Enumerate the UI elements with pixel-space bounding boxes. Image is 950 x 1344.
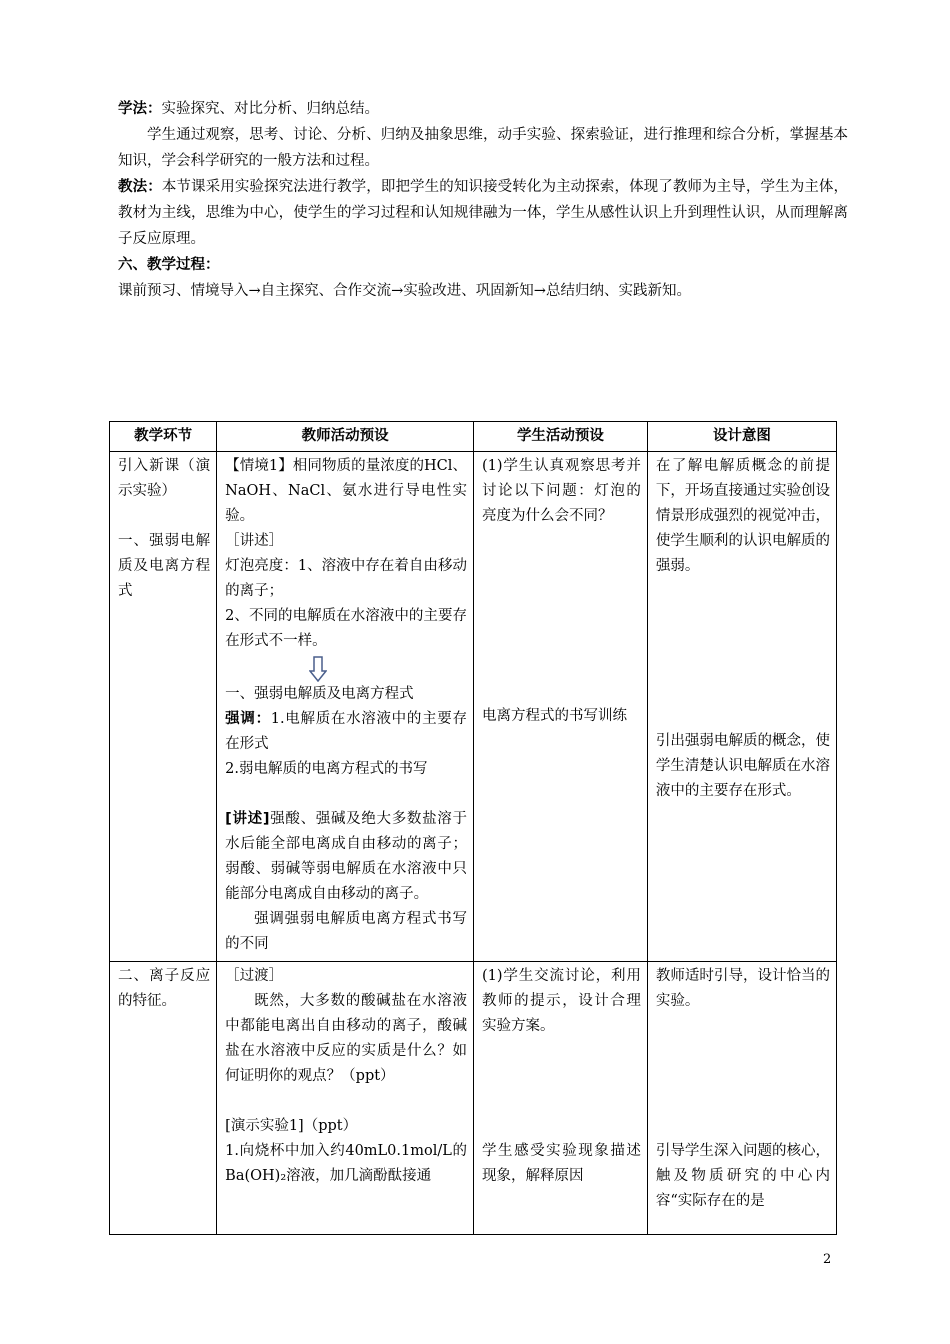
teacher-transition-tag: ［过渡］: [225, 968, 284, 984]
intent-1: 在了解电解质概念的前提下，开场直接通过实验创设情景形成强烈的视觉冲击，使学生顺利的认识电解质的强弱。: [655, 458, 830, 574]
table-row: [110, 962, 837, 1235]
intent-3: 教师适时引导，设计恰当的实验。: [655, 968, 830, 1009]
page-number: 2: [823, 1252, 832, 1267]
intent-4: 引导学生深入问题的核心，触及物质研究的中心内容“实际存在的是: [655, 1143, 830, 1209]
teacher-emphasis-2: 2.弱电解质的电离方程式的书写: [225, 761, 428, 777]
stage-section-two: 二、离子反应的特征。: [118, 968, 211, 1009]
header-student: 学生活动预设: [473, 422, 647, 452]
intent-cell: [647, 962, 836, 1235]
teacher-lecture: [讲述]强酸、强碱及绝大多数盐溶于水后能全部电离成自由移动的离子；弱酸、弱碱等弱电解质在水溶液中只能部分电离成自由移动的离子。: [225, 811, 467, 902]
teacher-transition: 既然，大多数的酸碱盐在水溶液中都能电离出自由移动的离子，酸碱盐在水溶液中反应的实质是什么？如何证明你的观点？（ppt）: [225, 993, 467, 1084]
student-activity-2: 电离方程式的书写训练: [481, 708, 627, 724]
table-row: [110, 452, 837, 962]
teacher-demo-tag: [演示实验1]（ppt）: [225, 1118, 358, 1134]
section-title: 六、教学过程：: [118, 257, 220, 273]
teacher-section-heading: 一、强弱电解质及电离方程式: [225, 686, 414, 702]
xuefa-line: [118, 96, 848, 122]
intro-section: [118, 96, 848, 304]
xuefa-label: 学法：: [118, 101, 162, 117]
header-teacher: 教师活动预设: [217, 422, 474, 452]
table-header-row: [110, 422, 837, 452]
down-arrow-icon: [309, 656, 327, 682]
teacher-cell: [217, 452, 474, 962]
teacher-emphasis: 强调：1.电解质在水溶液中的主要存在形式: [225, 711, 467, 752]
header-stage: 教学环节: [110, 422, 217, 452]
teacher-scenario: 【情境1】相同物质的量浓度的HCl、NaOH、NaCl、氨水进行导电性实验。: [225, 458, 467, 524]
teacher-point-2: 2、不同的电解质在水溶液中的主要存在形式不一样。: [225, 608, 467, 649]
jiaofa-text: 本节课采用实验探究法进行教学，即把学生的知识接受转化为主动探索，体现了教师为主导，学生为主体，教材为主线，思维为中心，使学生的学习过程和认知规律融为一体，学生从感性认识上升到理性认识，从而理解离子反应原理。: [118, 179, 849, 247]
teacher-point-1: 灯泡亮度：1、溶液中存在着自由移动的离子；: [225, 558, 467, 599]
teacher-emphasis-3: 强调强弱电解质电离方程式书写的不同: [225, 911, 467, 952]
process-text: 课前预习、情境导入→自主探究、合作交流→实验改进、巩固新知→总结归纳、实践新知。: [118, 283, 691, 299]
student-cell: [473, 452, 647, 962]
intent-cell: [647, 452, 836, 962]
jiaofa-paragraph: [118, 174, 848, 252]
stage-cell: [110, 452, 217, 962]
teacher-demo-step: 1.向烧杯中加入约40mL0.1mol/L的Ba(OH)₂溶液，加几滴酚酞接通: [225, 1143, 467, 1184]
header-intent: 设计意图: [647, 422, 836, 452]
teaching-process-table: [109, 421, 837, 1235]
student-activity-3: (1)学生交流讨论，利用教师的提示，设计合理实验方案。: [481, 968, 641, 1034]
student-cell: [473, 962, 647, 1235]
intent-2: 引出强弱电解质的概念，使学生清楚认识电解质在水溶液中的主要存在形式。: [655, 733, 830, 799]
stage-intro: 引入新课（演示实验）: [118, 458, 211, 499]
teacher-lecture-tag: ［讲述］: [225, 533, 284, 549]
student-activity-1: (1)学生认真观察思考并讨论以下问题：灯泡的亮度为什么会不同？: [481, 458, 641, 524]
student-activity-4: 学生感受实验现象描述现象，解释原因: [481, 1143, 641, 1184]
xuefa-detail: 学生通过观察，思考、讨论、分析、归纳及抽象思维，动手实验、探索验证，进行推理和综合分析，掌握基本知识，学会科学研究的一般方法和过程。: [118, 127, 848, 169]
stage-cell: [110, 962, 217, 1235]
xuefa-text: 实验探究、对比分析、归纳总结。: [161, 101, 379, 117]
teacher-cell: [217, 962, 474, 1235]
stage-section-one: 一、强弱电解质及电离方程式: [118, 533, 211, 599]
jiaofa-label: 教法：: [118, 179, 162, 195]
